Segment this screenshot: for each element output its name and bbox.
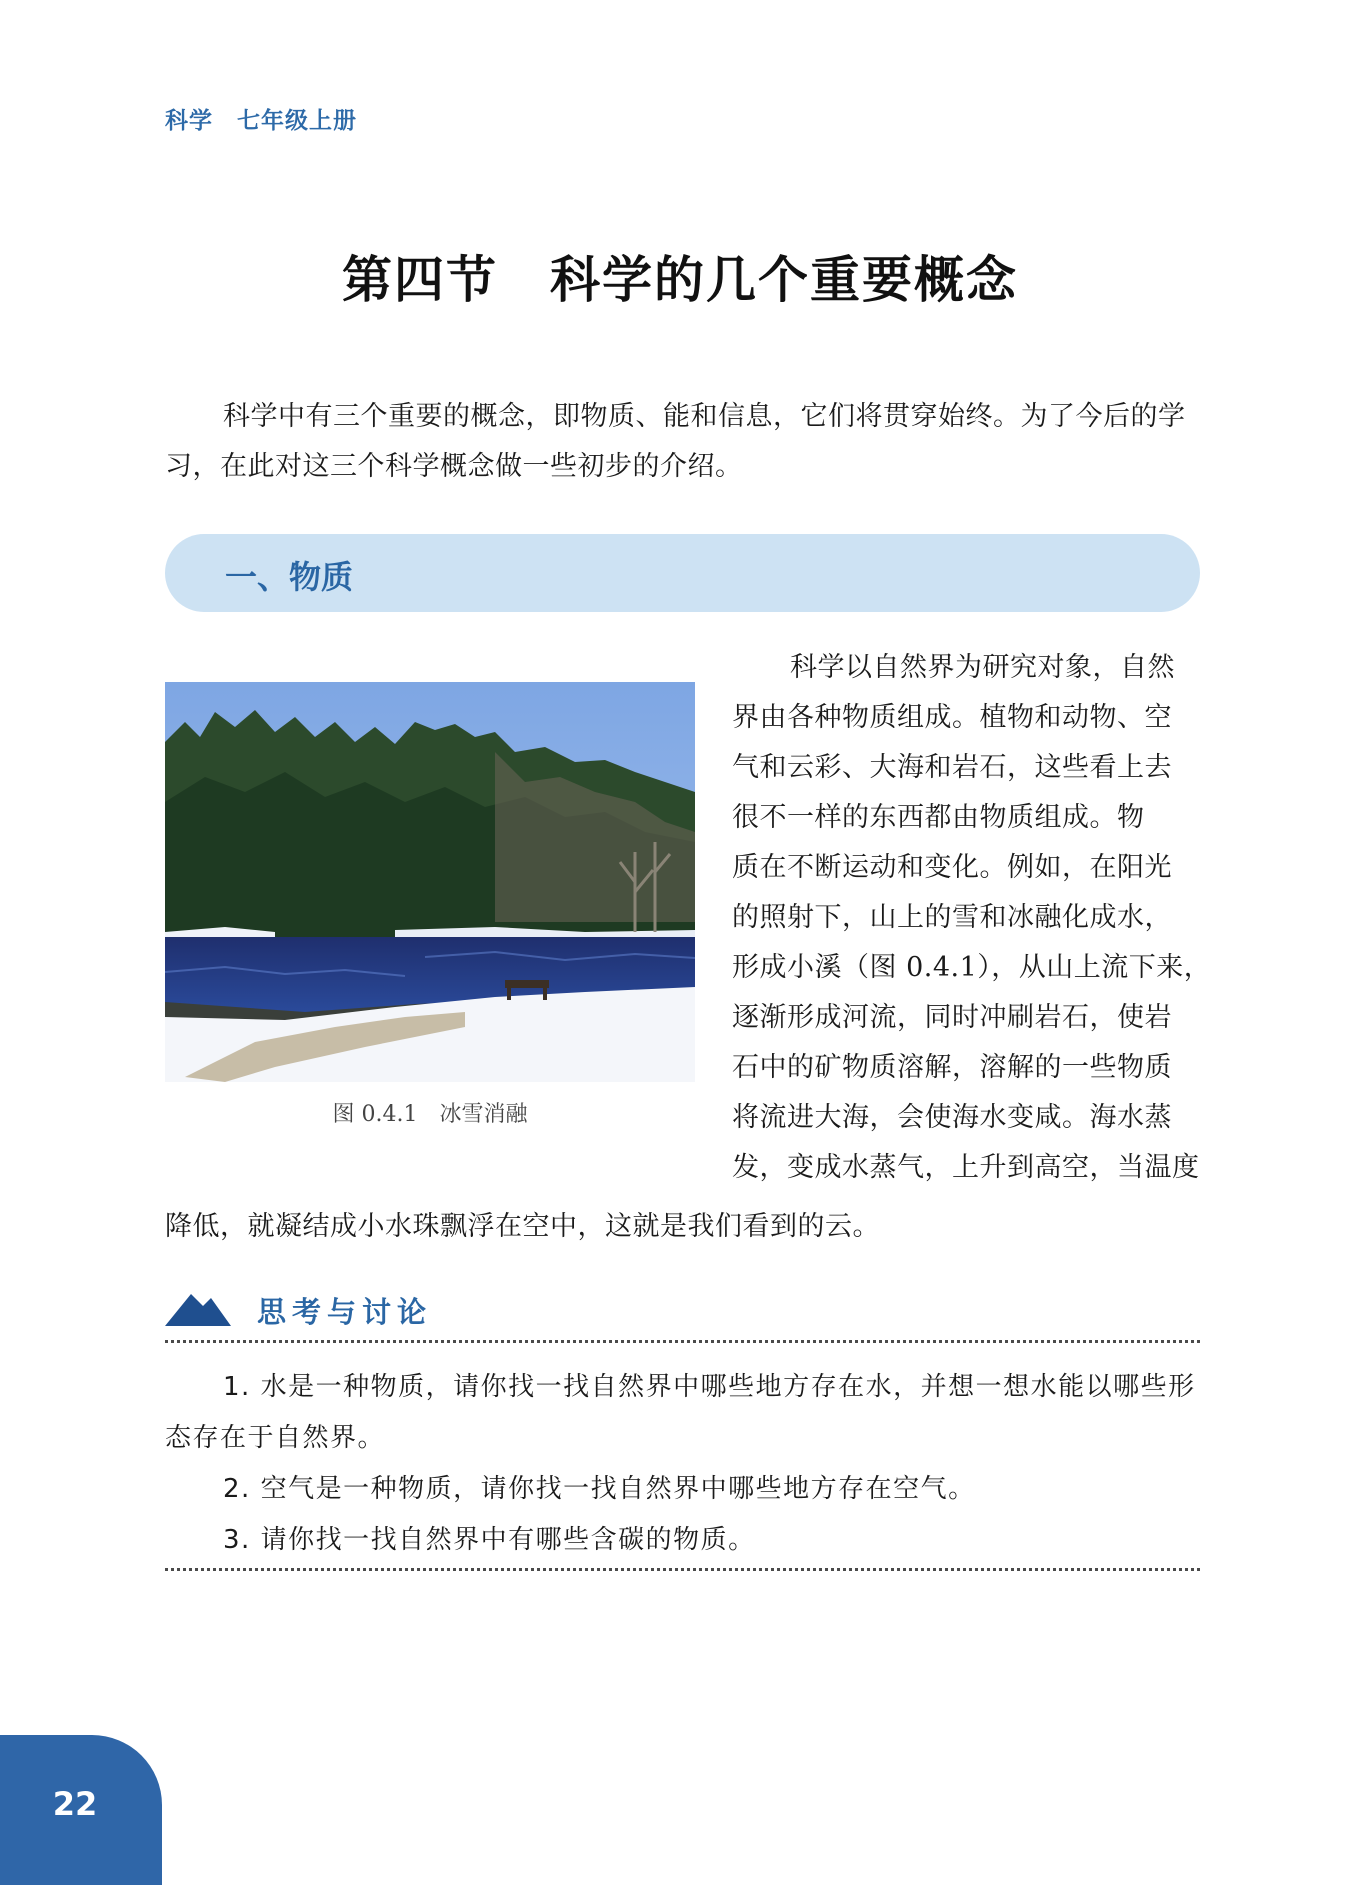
- subsection-banner: [165, 534, 1200, 612]
- body-line: 形成小溪（图 0.4.1），从山上流下来，: [732, 952, 1212, 983]
- body-line: 的照射下，山上的雪和冰融化成水，: [732, 902, 1172, 933]
- body-line: 石中的矿物质溶解，溶解的一些物质: [732, 1052, 1172, 1083]
- divider-bottom: [165, 1568, 1200, 1571]
- body-line: 将流进大海，会使海水变咸。海水蒸: [732, 1102, 1172, 1133]
- body-paragraph: [732, 643, 1212, 1193]
- body-line: 科学以自然界为研究对象，自然: [790, 652, 1175, 683]
- subsection-label: 一、物质: [225, 558, 354, 596]
- running-header: 科学 七年级上册: [165, 108, 357, 134]
- body-line: 很不一样的东西都由物质组成。物: [732, 802, 1145, 833]
- page-number: 22: [52, 1785, 98, 1823]
- page-number-tab: [0, 1735, 162, 1885]
- divider-top: [165, 1340, 1200, 1343]
- figure-photo: [165, 682, 695, 1082]
- question-item: 3. 请你找一找自然界中有哪些含碳的物质。: [223, 1525, 756, 1555]
- body-line: 逐渐形成河流，同时冲刷岩石，使岩: [732, 1002, 1172, 1033]
- snow-melt-photo: [165, 682, 695, 1082]
- question-item: 1. 水是一种物质，请你找一找自然界中哪些地方存在水，并想一想水能以哪些形态存在于自然界。: [165, 1372, 1196, 1453]
- think-discuss-label: 思考与讨论: [257, 1295, 433, 1329]
- figure-caption: 图 0.4.1 冰雪消融: [332, 1102, 528, 1127]
- section-title: 第四节 科学的几个重要概念: [342, 251, 1018, 309]
- body-line: 气和云彩、大海和岩石，这些看上去: [732, 752, 1172, 783]
- question-item: 2. 空气是一种物质，请你找一找自然界中哪些地方存在空气。: [223, 1474, 976, 1504]
- body-line-tail: 降低，就凝结成小水珠飘浮在空中，这就是我们看到的云。: [165, 1211, 880, 1242]
- body-line: 质在不断运动和变化。例如，在阳光: [732, 852, 1172, 883]
- question-list: [165, 1362, 1200, 1566]
- body-line: 发，变成水蒸气，上升到高空，当温度: [732, 1152, 1200, 1183]
- think-discuss-header: [165, 1290, 765, 1330]
- body-line: 界由各种物质组成。植物和动物、空: [732, 702, 1172, 733]
- intro-paragraph: 科学中有三个重要的概念，即物质、能和信息，它们将贯穿始终。为了今后的学习，在此对这三个科学概念做一些初步的介绍。: [165, 401, 1186, 482]
- mountain-icon: [165, 1290, 231, 1326]
